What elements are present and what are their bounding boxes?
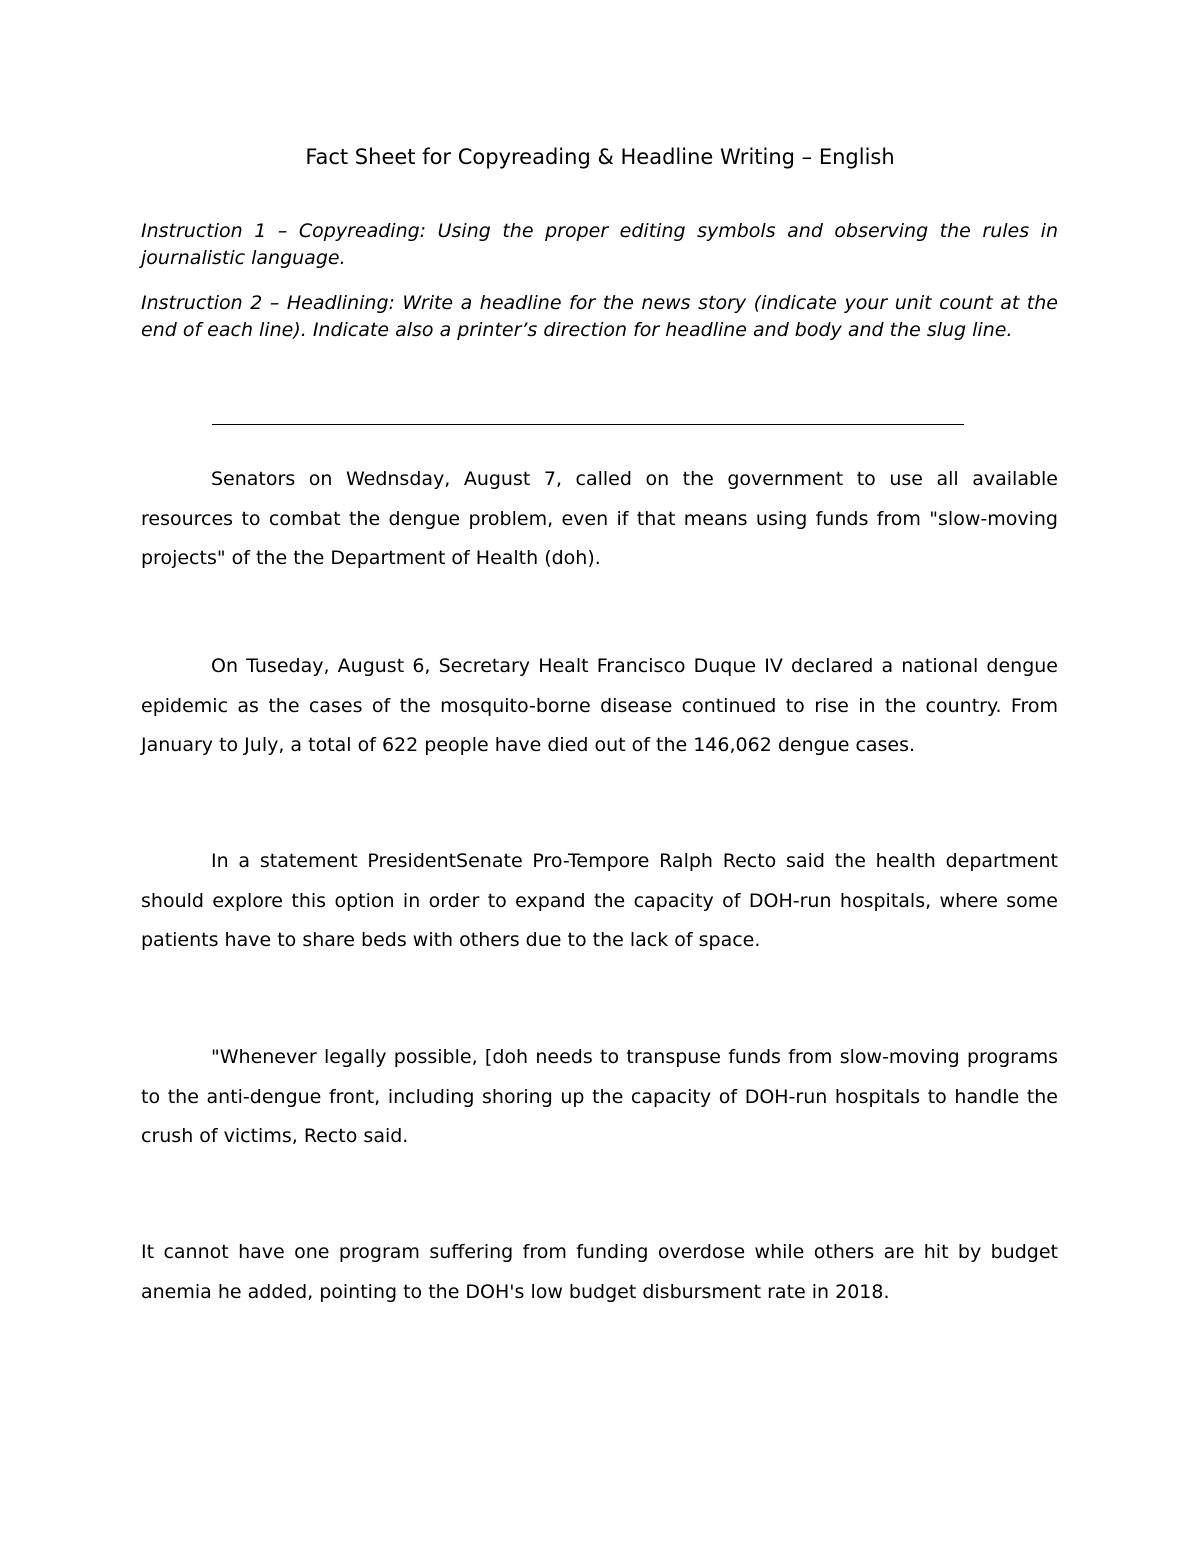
news-paragraph-2: On Tuseday, August 6, Secretary Healt Francisco Duque IV declared a national dengue epidemic as the cases of the mosquito-borne disease continued to rise in the country. From January to July, a total of 622 people have died out of the 146,062 dengue cases. bbox=[141, 655, 1058, 756]
instruction-copyreading: Instruction 1 – Copyreading: Using the proper editing symbols and observing the rules in journalistic language. bbox=[141, 220, 1058, 269]
news-paragraph-1: Senators on Wednsday, August 7, called on the government to use all available resources to combat the dengue problem, even if that means using funds from "slow-moving projects" of the the Department of Health (doh). bbox=[141, 468, 1058, 569]
news-paragraph-4: "Whenever legally possible, [doh needs to transpuse funds from slow-moving programs to the anti-dengue front, including shoring up the capacity of DOH-run hospitals to handle the crush of victims, Recto said. bbox=[141, 1046, 1058, 1147]
document-title: Fact Sheet for Copyreading & Headline Writing – English bbox=[305, 145, 895, 169]
instruction-headlining: Instruction 2 – Headlining: Write a headline for the news story (indicate your unit count at the end of each line). Indicate also a printer’s direction for headline and body and the slug line. bbox=[141, 292, 1058, 341]
news-paragraph-3: In a statement PresidentSenate Pro-Tempore Ralph Recto said the health department should explore this option in order to expand the capacity of DOH-run hospitals, where some patients have to share beds with others due to the lack of space. bbox=[141, 850, 1058, 951]
news-paragraph-5: It cannot have one program suffering from funding overdose while others are hit by budget anemia he added, pointing to the DOH's low budget disbursment rate in 2018. bbox=[141, 1241, 1058, 1303]
section-divider bbox=[212, 424, 964, 425]
